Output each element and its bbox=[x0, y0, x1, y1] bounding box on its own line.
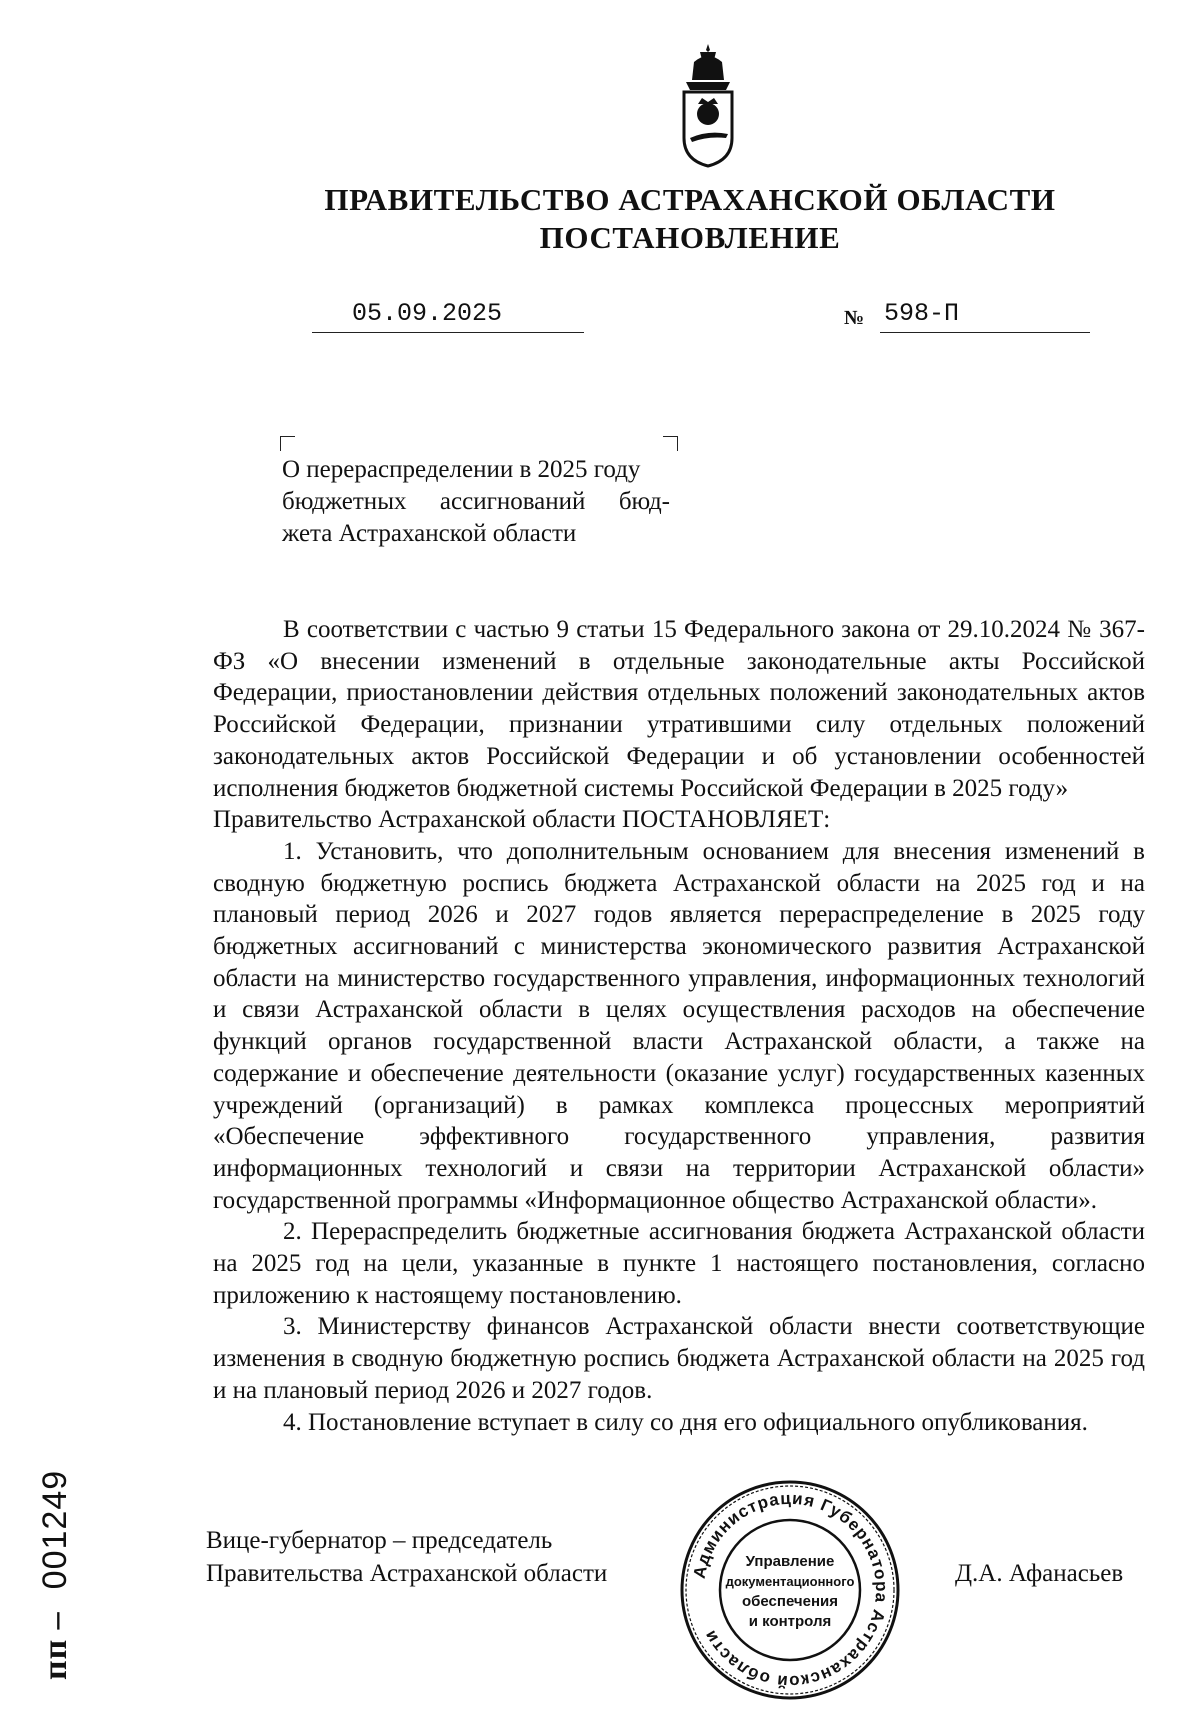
subject-line bbox=[282, 486, 670, 518]
decree-item-3: 3. Министерству финансов Астраханской области внести соответствующие изменения в сводную бюджетную роспись бюджета Астраханской области на 2025 год и на плановый период 2026 и 2027 годов. bbox=[213, 1313, 1145, 1404]
number-sign: № bbox=[844, 307, 865, 329]
decree-number-field bbox=[880, 299, 1090, 333]
decree-item-4: 4. Постановление вступает в силу со дня его официального опубликования. bbox=[283, 1408, 1088, 1436]
registration-margin-code bbox=[36, 1420, 75, 1680]
official-stamp-seal bbox=[678, 1478, 902, 1702]
subject-word: ассигнований bbox=[439, 488, 586, 515]
preamble-paragraph: В соответствии с частью 9 статьи 15 Федерального закона от 29.10.2024 № 367-ФЗ «О внесении изменений в отдельные законодательные акты Российской Федерации, приостановлении действия отдельных положений законодательных актов Российской Федерации, признании утратившими силу отдельных положений законодательных актов Российской Федерации и об установлении особенностей исполнения бюджетов бюджетной системы Российской Федерации в 2025 году» bbox=[213, 616, 1145, 802]
margin-prefix: пп – bbox=[37, 1611, 74, 1680]
decree-item-1: 1. Установить, что дополнительным основанием для внесения изменений в сводную бюджетную роспись бюджета Астраханской области на 2025 год и на плановый период 2026 и 2027 годов является перераспределение в 2025 году бюджетных ассигнований с министерства экономического развития Астраханской области на министерство государственного управления, информационных технологий и связи Астраханской области в целях осуществления расходов на обеспечение функций органов государственной власти Астраханской области, а также на содержание и обеспечение деятельности (оказание услуг) государственных казенных учреждений (организаций) в рамках комплекса процессных мероприятий «Обеспечение эффективного государственного управления, развития информационных технологий и связи на территории Астраханской области» государственной программы «Информационное общество Астраханской области». bbox=[213, 837, 1145, 1214]
subject-word: бюд- bbox=[618, 488, 670, 515]
subject-bracket-left bbox=[280, 436, 295, 451]
signatory-name: Д.А. Афанасьев bbox=[955, 1560, 1124, 1587]
decree-date: 05.09.2025 bbox=[352, 299, 503, 328]
government-title: ПРАВИТЕЛЬСТВО АСТРАХАНСКОЙ ОБЛАСТИ bbox=[324, 182, 1056, 217]
signatory-title bbox=[206, 1524, 607, 1590]
stamp-inner-line: документационного bbox=[725, 1574, 855, 1589]
subject-line: О перераспределении в 2025 году bbox=[282, 456, 641, 483]
decree-item-2: 2. Перераспределить бюджетные ассигнования бюджета Астраханской области на 2025 год на цели, указанные в пункте 1 настоящего постановления, согласно приложению к настоящему постановлению. bbox=[213, 1218, 1145, 1309]
signatory-title-line1: Вице-губернатор – председатель bbox=[206, 1527, 553, 1554]
decree-subject bbox=[282, 454, 670, 550]
stamp-inner-line: и контроля bbox=[748, 1613, 832, 1630]
subject-line: жета Астраханской области bbox=[282, 520, 577, 547]
document-type-title: ПОСТАНОВЛЕНИЕ bbox=[539, 220, 841, 255]
decree-date-field bbox=[312, 299, 584, 333]
decree-statement: Правительство Астраханской области ПОСТАНОВЛЯЕТ: bbox=[213, 806, 831, 834]
decree-number: 598-П bbox=[884, 299, 960, 328]
decree-body bbox=[213, 614, 1145, 1438]
astrakhan-coat-of-arms-icon bbox=[664, 42, 752, 172]
stamp-inner-line: Управление bbox=[745, 1553, 835, 1570]
subject-word: бюджетных bbox=[282, 488, 407, 515]
subject-bracket-right bbox=[663, 436, 678, 451]
stamp-outer-text: Администрация Губернатора Астраханской области bbox=[689, 1488, 892, 1692]
margin-number: 001249 bbox=[36, 1469, 74, 1590]
signatory-title-line2: Правительства Астраханской области bbox=[206, 1560, 608, 1587]
stamp-inner-line: обеспечения bbox=[741, 1593, 839, 1610]
